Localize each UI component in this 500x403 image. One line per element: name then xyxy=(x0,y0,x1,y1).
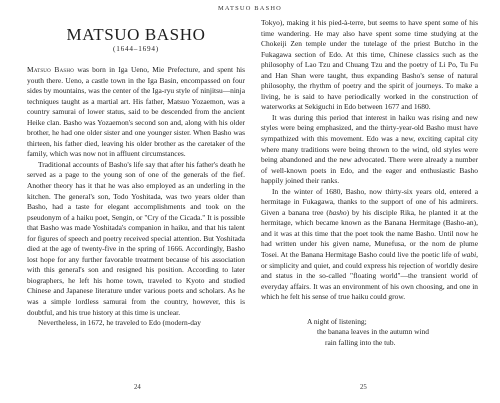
paragraph-5-text-c: , or simplicity and quiet, and could express his rejection of worldly desire and status in the so-called "floating world"—the transient world of everyday affairs. It was an environment of his own choosing, and one in which he felt his sense of true haiku could grow. xyxy=(261,250,478,302)
chapter-title: MATSUO BASHO xyxy=(66,25,206,44)
haiku xyxy=(307,317,478,349)
paragraph-4: It was during this period that interest in haiku was rising and new styles were being emphasized, and the thirty-year-old Basho must have sympathized with this movement. Edo was a new, exciting capital city where many traditions were being thrown to the wind, old styles were being abandoned and the new advocated. There were already a number of well-known poets in Edo, and the eager and enthusiastic Basho happily joined their ranks. xyxy=(261,112,478,186)
right-page xyxy=(261,18,478,348)
life-dates: (1644–1694) xyxy=(113,45,159,53)
paragraph-3: Nevertheless, in 1672, he traveled to Edo (modern-day xyxy=(38,318,201,328)
haiku-line-2: the banana leaves in the autumn wind xyxy=(317,327,429,337)
page-number-left: 24 xyxy=(134,384,141,391)
left-page xyxy=(27,18,245,329)
paragraph-5 xyxy=(261,187,478,303)
running-head: MATSUO BASHO xyxy=(218,5,282,12)
paragraph-continued: Tokyo), making it his pied-à-terre, but seems to have spent some of his time wandering. He may also have spent some time studying at the Chokeiji Zen temple under the tutelage of the priest Butcho in the Fukagawa section of Edo. At this time, Chinese classics such as the philosophy of Lao Tzu and Chuang Tzu and the poetry of Li Po, Tu Fu and Han Shan were taught, thus expanding Basho's sense of natural philosophy, the rhythm of poetry and the spirit of journeys. To make a living, he is said to have periodically worked in the construction of waterworks at Sekiguchi in Edo between 1677 and 1680. xyxy=(261,18,478,112)
italic-term-wabi: wabi xyxy=(461,250,477,260)
haiku-line-1: A night of listening; xyxy=(307,316,367,326)
paragraph-5-text-a: In the winter of 1680, Basho, now thirty-six years old, entered a hermitage in Fukagawa, thanks to the support of one of his admirers. Given a banana tree ( xyxy=(261,186,478,217)
paragraph-1-text: was born in Iga Ueno, Mie Prefecture, and spent his youth there. Ueno, a castle town in the Iga Basin, encompassed on four sides by mountains, was the center of the Iga-ryu style of ninjitsu—ninja techniques taught as a martial art. His father, Matsuo Yozaemon, was a country samurai of lower status, said to be descended from the ancient Heike clan. Basho was Yozaemon's second son and, along with his older brother, he had one older sister and one younger sister. When Basho was thirteen, his father died, leaving his older brother as the caretaker of the family, which was now not in affluent circumstances. xyxy=(27,65,246,159)
paragraph-1 xyxy=(27,65,245,160)
paragraph-5-text-b: ) by his disciple Rika, he planted it at the hermitage, which became known as the Banana Hermitage (Basho-an), and it was at this time that the poet took the name Basho. Until now he had written under his given name, Munefusa, or the nom de plume Tosei. At the Banana Hermitage Basho could live the poetic life of xyxy=(261,207,478,260)
haiku-line-3: rain falling into the tub. xyxy=(325,337,396,347)
page-number-right: 25 xyxy=(360,384,367,391)
lead-in-smallcaps: Matsuo Basho xyxy=(27,65,75,74)
italic-term-basho: basho xyxy=(328,207,347,217)
paragraph-2: Traditional accounts of Basho's life say that after his father's death he served as a page to the young son of one of the generals of the fief. Another theory has it that he was also employed as an underling in the kitchen. The general's son, Todo Yoshitada, was two years older than Basho, had a taste for elegant accomplishments and took on the pseudonym of a haiku poet, Sengin, or "Cry of the Cicada." It is possible that Basho was made Yoshitada's companion in haiku, and that his talent for figures of speech and poetry received special attention. But Yoshitada died at the age of twenty-five in the spring of 1666. Accordingly, Basho lost hope for any further favorable treatment because of his association with this general's son and resigned his position. According to later biographers, he left his home town, traveled to Kyoto and studied Chinese and Japanese literature under various poets and scholars. As he was a simple lordless samurai from the country, however, this is doubtful, and his true history at this time is unclear. xyxy=(27,159,245,317)
